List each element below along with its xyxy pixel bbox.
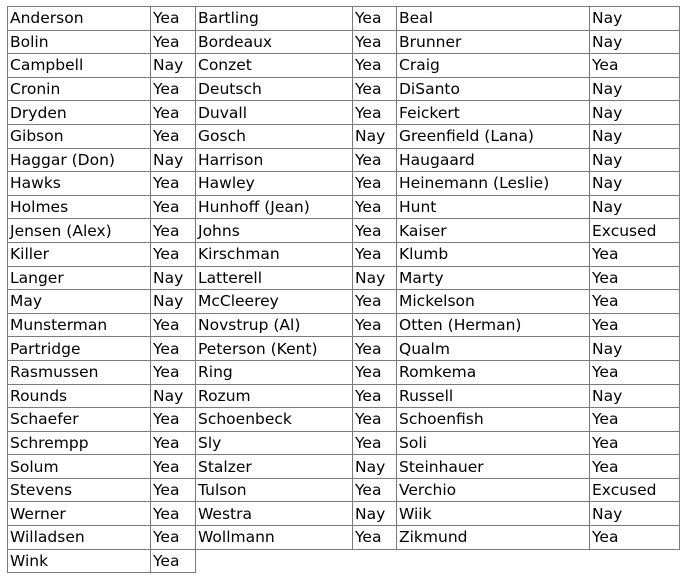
legislator-name-cell: Wink <box>8 549 151 573</box>
vote-cell: Nay <box>353 124 397 148</box>
legislator-name-cell: Heinemann (Leslie) <box>397 172 590 196</box>
vote-cell: Nay <box>590 30 680 54</box>
legislator-name-cell: Solum <box>8 455 151 479</box>
vote-cell: Yea <box>590 455 680 479</box>
vote-cell: Yea <box>353 7 397 31</box>
vote-cell: Yea <box>353 408 397 432</box>
legislator-name-cell: Holmes <box>8 195 151 219</box>
legislator-name-cell: Ring <box>196 360 353 384</box>
empty-cell <box>196 549 397 573</box>
legislator-name-cell: Stevens <box>8 478 151 502</box>
legislator-name-cell: Gosch <box>196 124 353 148</box>
legislator-name-cell: Klumb <box>397 242 590 266</box>
vote-cell: Yea <box>590 408 680 432</box>
vote-cell: Yea <box>353 313 397 337</box>
legislator-name-cell: Romkema <box>397 360 590 384</box>
vote-cell: Yea <box>151 431 196 455</box>
vote-cell: Yea <box>353 101 397 125</box>
vote-cell: Yea <box>590 360 680 384</box>
vote-cell: Yea <box>151 77 196 101</box>
legislator-name-cell: Willadsen <box>8 526 151 550</box>
legislator-name-cell: Hawks <box>8 172 151 196</box>
legislator-name-cell: Tulson <box>196 478 353 502</box>
vote-cell: Yea <box>590 54 680 78</box>
vote-cell: Yea <box>353 54 397 78</box>
vote-cell: Yea <box>353 148 397 172</box>
legislator-name-cell: Kirschman <box>196 242 353 266</box>
legislator-name-cell: Westra <box>196 502 353 526</box>
legislator-name-cell: Hunt <box>397 195 590 219</box>
table-row <box>8 101 680 125</box>
legislator-name-cell: Haugaard <box>397 148 590 172</box>
table-row <box>8 549 680 573</box>
legislator-name-cell: Schrempp <box>8 431 151 455</box>
legislator-name-cell: May <box>8 290 151 314</box>
table-row <box>8 431 680 455</box>
legislator-name-cell: Wiik <box>397 502 590 526</box>
legislator-name-cell: Peterson (Kent) <box>196 337 353 361</box>
vote-cell: Nay <box>151 148 196 172</box>
table-row <box>8 455 680 479</box>
legislator-name-cell: Qualm <box>397 337 590 361</box>
table-row <box>8 172 680 196</box>
vote-cell: Yea <box>151 101 196 125</box>
legislator-name-cell: Cronin <box>8 77 151 101</box>
vote-cell: Yea <box>151 30 196 54</box>
vote-cell: Yea <box>151 408 196 432</box>
vote-cell: Yea <box>151 124 196 148</box>
legislator-name-cell: Duvall <box>196 101 353 125</box>
vote-cell: Nay <box>590 337 680 361</box>
vote-cell: Nay <box>590 124 680 148</box>
table-row <box>8 526 680 550</box>
roll-call-vote-table <box>7 6 680 573</box>
legislator-name-cell: Hunhoff (Jean) <box>196 195 353 219</box>
vote-cell: Yea <box>353 77 397 101</box>
table-row <box>8 337 680 361</box>
legislator-name-cell: Partridge <box>8 337 151 361</box>
legislator-name-cell: Latterell <box>196 266 353 290</box>
vote-cell: Yea <box>353 431 397 455</box>
vote-cell: Nay <box>151 54 196 78</box>
vote-cell: Yea <box>353 478 397 502</box>
vote-cell: Yea <box>590 242 680 266</box>
table-row <box>8 408 680 432</box>
vote-cell: Yea <box>353 30 397 54</box>
vote-cell: Yea <box>353 360 397 384</box>
legislator-name-cell: Craig <box>397 54 590 78</box>
empty-cell <box>397 549 680 573</box>
legislator-name-cell: Sly <box>196 431 353 455</box>
vote-cell: Yea <box>151 337 196 361</box>
legislator-name-cell: Feickert <box>397 101 590 125</box>
legislator-name-cell: Rozum <box>196 384 353 408</box>
vote-cell: Yea <box>151 455 196 479</box>
vote-cell: Yea <box>151 526 196 550</box>
legislator-name-cell: Mickelson <box>397 290 590 314</box>
vote-cell: Yea <box>151 172 196 196</box>
legislator-name-cell: Greenfield (Lana) <box>397 124 590 148</box>
legislator-name-cell: Haggar (Don) <box>8 148 151 172</box>
vote-cell: Nay <box>590 101 680 125</box>
legislator-name-cell: Anderson <box>8 7 151 31</box>
table-row <box>8 219 680 243</box>
legislator-name-cell: Bartling <box>196 7 353 31</box>
vote-cell: Yea <box>353 172 397 196</box>
legislator-name-cell: Steinhauer <box>397 455 590 479</box>
vote-cell: Yea <box>151 242 196 266</box>
vote-cell: Nay <box>590 7 680 31</box>
legislator-name-cell: Bordeaux <box>196 30 353 54</box>
legislator-name-cell: Beal <box>397 7 590 31</box>
legislator-name-cell: Schoenfish <box>397 408 590 432</box>
legislator-name-cell: Jensen (Alex) <box>8 219 151 243</box>
vote-cell: Yea <box>353 219 397 243</box>
legislator-name-cell: Killer <box>8 242 151 266</box>
legislator-name-cell: Gibson <box>8 124 151 148</box>
table-row <box>8 266 680 290</box>
legislator-name-cell: Schaefer <box>8 408 151 432</box>
vote-cell: Yea <box>151 360 196 384</box>
vote-cell: Yea <box>353 290 397 314</box>
table-row <box>8 242 680 266</box>
legislator-name-cell: Brunner <box>397 30 590 54</box>
legislator-name-cell: McCleerey <box>196 290 353 314</box>
vote-cell: Yea <box>151 7 196 31</box>
table-row <box>8 313 680 337</box>
vote-cell: Nay <box>151 384 196 408</box>
vote-cell: Yea <box>353 337 397 361</box>
legislator-name-cell: Wollmann <box>196 526 353 550</box>
vote-cell: Yea <box>151 313 196 337</box>
vote-cell: Nay <box>590 195 680 219</box>
vote-cell: Yea <box>353 242 397 266</box>
table-row <box>8 360 680 384</box>
legislator-name-cell: Zikmund <box>397 526 590 550</box>
vote-cell: Nay <box>590 502 680 526</box>
vote-cell: Yea <box>353 526 397 550</box>
table-row <box>8 148 680 172</box>
legislator-name-cell: Kaiser <box>397 219 590 243</box>
legislator-name-cell: Russell <box>397 384 590 408</box>
vote-cell: Nay <box>590 384 680 408</box>
table-row <box>8 124 680 148</box>
vote-cell: Excused <box>590 478 680 502</box>
vote-cell: Yea <box>590 290 680 314</box>
table-row <box>8 30 680 54</box>
vote-cell: Yea <box>353 384 397 408</box>
vote-cell: Nay <box>353 266 397 290</box>
legislator-name-cell: Langer <box>8 266 151 290</box>
legislator-name-cell: Deutsch <box>196 77 353 101</box>
vote-cell: Yea <box>590 526 680 550</box>
legislator-name-cell: Otten (Herman) <box>397 313 590 337</box>
table-row <box>8 290 680 314</box>
legislator-name-cell: Johns <box>196 219 353 243</box>
vote-cell: Yea <box>590 313 680 337</box>
vote-cell: Nay <box>151 290 196 314</box>
legislator-name-cell: Marty <box>397 266 590 290</box>
vote-cell: Nay <box>590 148 680 172</box>
legislator-name-cell: Hawley <box>196 172 353 196</box>
vote-cell: Excused <box>590 219 680 243</box>
table-row <box>8 54 680 78</box>
table-row <box>8 7 680 31</box>
legislator-name-cell: Bolin <box>8 30 151 54</box>
legislator-name-cell: DiSanto <box>397 77 590 101</box>
vote-cell: Nay <box>353 455 397 479</box>
table-row <box>8 195 680 219</box>
legislator-name-cell: Harrison <box>196 148 353 172</box>
legislator-name-cell: Verchio <box>397 478 590 502</box>
legislator-name-cell: Werner <box>8 502 151 526</box>
vote-cell: Nay <box>353 502 397 526</box>
vote-cell: Yea <box>151 478 196 502</box>
vote-cell: Yea <box>151 549 196 573</box>
vote-cell: Nay <box>151 266 196 290</box>
legislator-name-cell: Campbell <box>8 54 151 78</box>
vote-cell: Yea <box>353 195 397 219</box>
table-row <box>8 384 680 408</box>
vote-cell: Yea <box>590 431 680 455</box>
vote-cell: Yea <box>590 266 680 290</box>
legislator-name-cell: Soli <box>397 431 590 455</box>
legislator-name-cell: Novstrup (Al) <box>196 313 353 337</box>
table-row <box>8 77 680 101</box>
roll-call-vote-rows <box>8 7 680 573</box>
vote-cell: Yea <box>151 195 196 219</box>
legislator-name-cell: Rounds <box>8 384 151 408</box>
vote-cell: Yea <box>151 502 196 526</box>
table-row <box>8 478 680 502</box>
vote-cell: Yea <box>151 219 196 243</box>
table-row <box>8 502 680 526</box>
legislator-name-cell: Munsterman <box>8 313 151 337</box>
vote-cell: Nay <box>590 77 680 101</box>
legislator-name-cell: Rasmussen <box>8 360 151 384</box>
legislator-name-cell: Dryden <box>8 101 151 125</box>
legislator-name-cell: Conzet <box>196 54 353 78</box>
legislator-name-cell: Schoenbeck <box>196 408 353 432</box>
legislator-name-cell: Stalzer <box>196 455 353 479</box>
vote-cell: Nay <box>590 172 680 196</box>
